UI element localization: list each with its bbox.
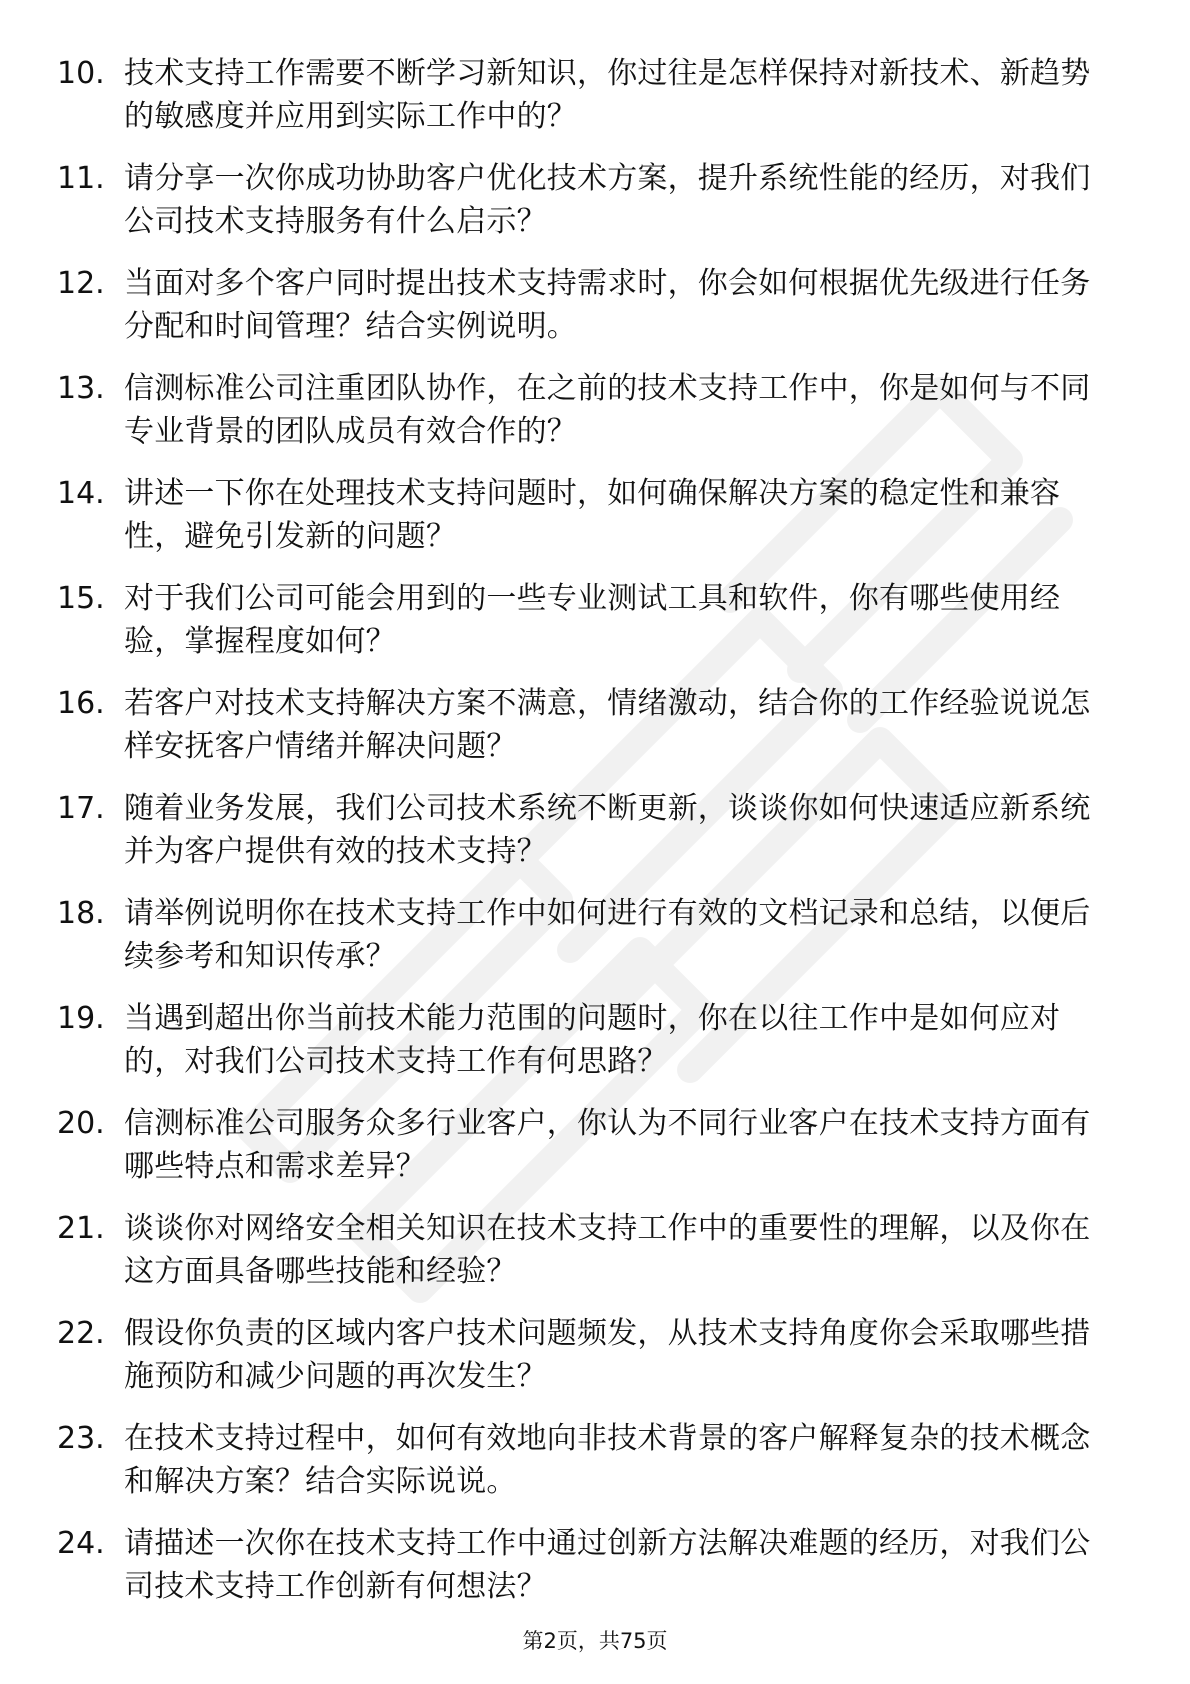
question-item xyxy=(57,1522,1117,1608)
question-item xyxy=(57,892,1117,978)
question-number: 20. xyxy=(57,1106,105,1141)
question-item xyxy=(57,367,1117,453)
question-text: 当遇到超出你当前技术能力范围的问题时，你在以往工作中是如何应对的，对我们公司技术支持工作有何思路？ xyxy=(124,1001,1061,1079)
question-item xyxy=(57,577,1117,663)
question-number: 11. xyxy=(57,161,105,196)
question-item xyxy=(57,472,1117,558)
question-text: 请描述一次你在技术支持工作中通过创新方法解决难题的经历，对我们公司技术支持工作创新有何想法？ xyxy=(124,1526,1091,1604)
question-text: 假设你负责的区域内客户技术问题频发，从技术支持角度你会采取哪些措施预防和减少问题的再次发生？ xyxy=(124,1316,1091,1394)
question-text: 随着业务发展，我们公司技术系统不断更新，谈谈你如何快速适应新系统并为客户提供有效的技术支持？ xyxy=(124,791,1091,869)
question-text: 若客户对技术支持解决方案不满意，情绪激动，结合你的工作经验说说怎样安抚客户情绪并解决问题？ xyxy=(124,686,1091,764)
question-text: 讲述一下你在处理技术支持问题时，如何确保解决方案的稳定性和兼容性，避免引发新的问题？ xyxy=(124,476,1061,554)
question-item xyxy=(57,52,1117,138)
question-number: 12. xyxy=(57,266,105,301)
question-item xyxy=(57,1102,1117,1188)
question-text: 谈谈你对网络安全相关知识在技术支持工作中的重要性的理解，以及你在这方面具备哪些技能和经验？ xyxy=(124,1211,1091,1289)
question-item xyxy=(57,1207,1117,1293)
question-text: 技术支持工作需要不断学习新知识，你过往是怎样保持对新技术、新趋势的敏感度并应用到实际工作中的？ xyxy=(124,56,1091,134)
question-list xyxy=(57,52,1117,1627)
question-number: 15. xyxy=(57,581,105,616)
question-text: 请分享一次你成功协助客户优化技术方案，提升系统性能的经历，对我们公司技术支持服务有什么启示？ xyxy=(124,161,1091,239)
question-item xyxy=(57,157,1117,243)
question-text: 信测标准公司服务众多行业客户，你认为不同行业客户在技术支持方面有哪些特点和需求差异？ xyxy=(124,1106,1091,1184)
question-number: 22. xyxy=(57,1316,105,1351)
question-text: 在技术支持过程中，如何有效地向非技术背景的客户解释复杂的技术概念和解决方案？结合实际说说。 xyxy=(124,1421,1091,1499)
page-footer xyxy=(0,1627,1190,1655)
question-text: 当面对多个客户同时提出技术支持需求时，你会如何根据优先级进行任务分配和时间管理？结合实例说明。 xyxy=(124,266,1091,344)
question-item xyxy=(57,997,1117,1083)
question-number: 16. xyxy=(57,686,105,721)
question-text: 对于我们公司可能会用到的一些专业测试工具和软件，你有哪些使用经验，掌握程度如何？ xyxy=(124,581,1061,659)
question-number: 21. xyxy=(57,1211,105,1246)
question-number: 17. xyxy=(57,791,105,826)
question-number: 23. xyxy=(57,1421,105,1456)
question-item xyxy=(57,682,1117,768)
question-text: 请举例说明你在技术支持工作中如何进行有效的文档记录和总结，以便后续参考和知识传承？ xyxy=(124,896,1091,974)
question-number: 10. xyxy=(57,56,105,91)
question-item xyxy=(57,1417,1117,1503)
question-number: 24. xyxy=(57,1526,105,1561)
question-item xyxy=(57,262,1117,348)
question-number: 19. xyxy=(57,1001,105,1036)
question-text: 信测标准公司注重团队协作，在之前的技术支持工作中，你是如何与不同专业背景的团队成员有效合作的？ xyxy=(124,371,1091,449)
question-number: 13. xyxy=(57,371,105,406)
question-item xyxy=(57,787,1117,873)
question-number: 18. xyxy=(57,896,105,931)
page-number-label: 第2页，共75页 xyxy=(522,1629,668,1653)
question-item xyxy=(57,1312,1117,1398)
question-number: 14. xyxy=(57,476,105,511)
